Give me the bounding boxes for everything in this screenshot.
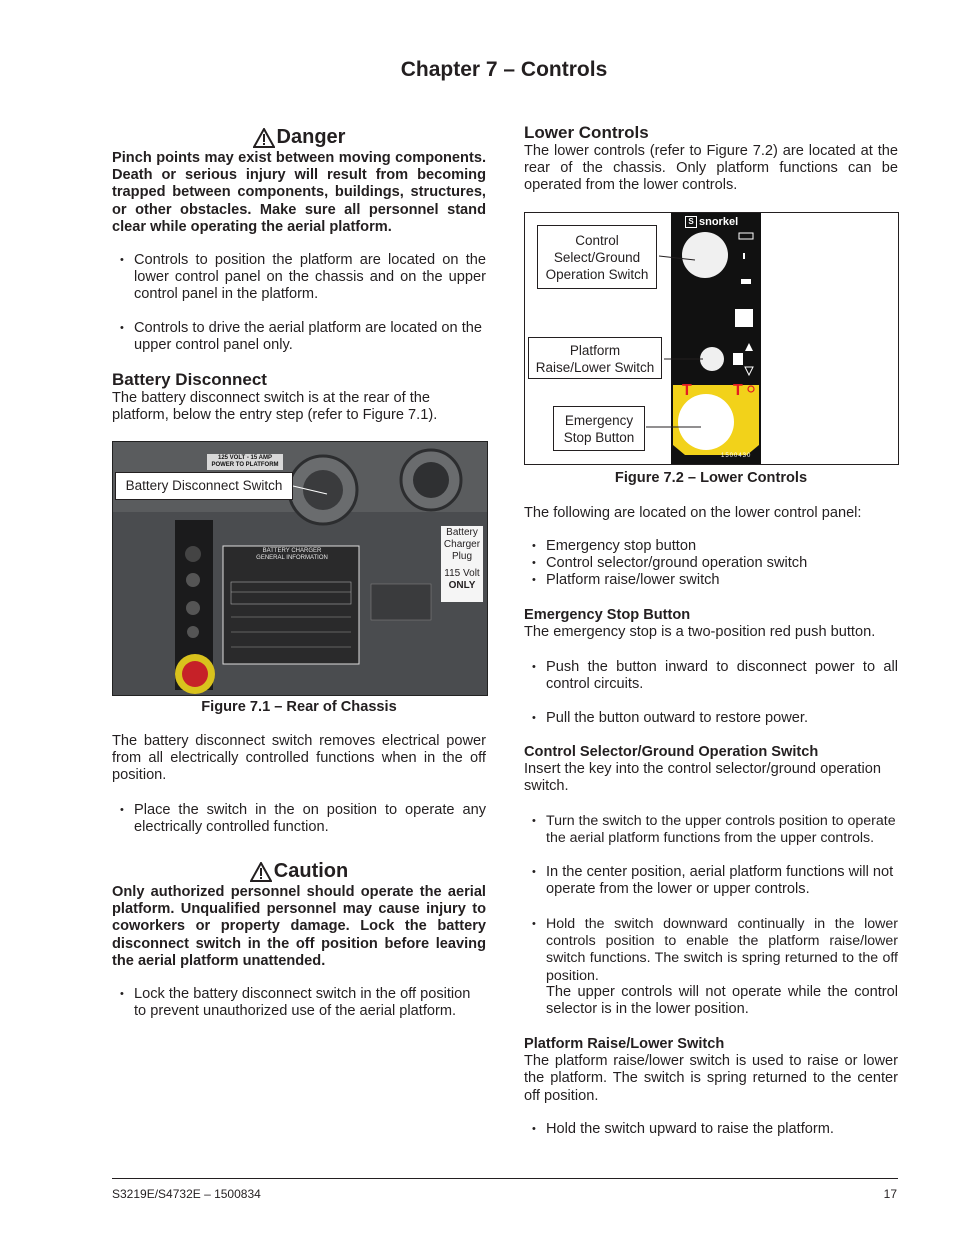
caution-bullet-block (112, 986, 486, 1020)
lower-controls-heading: Lower Controls (524, 123, 649, 142)
battery-after-text: The battery disconnect switch removes electrical power from all electrically controlled functions when in the off position. (112, 733, 486, 784)
raise-section (524, 1036, 898, 1105)
list-item: • Pull the button outward to restore power. (524, 710, 898, 727)
svg-text:T: T (733, 382, 743, 399)
intro-bullets-2 (112, 320, 486, 354)
list-item: • In the center position, aerial platform functions will not operate from the lower or upper controls. (524, 864, 898, 898)
danger-text: Pinch points may exist between moving components. Death or serious injury will result from becoming trapped between components, buildings, structures, or other obstacles. Make sure all personnel stand clear while operating the aerial platform. (112, 150, 486, 235)
raise-text: The platform raise/lower switch is used to raise or lower the platform. The switch is spring returned to the center off position. (524, 1053, 898, 1104)
outlet-label: 125 VOLT - 15 AMP POWER TO PLATFORM (211, 455, 279, 468)
estop-bullet-2 (524, 710, 898, 727)
list-item: • Hold the switch upward to raise the platform. (524, 1121, 898, 1138)
list-item: • Control selector/ground operation switch (524, 555, 898, 572)
raise-bullet-block (524, 1121, 898, 1138)
selector-heading: Control Selector/Ground Operation Switch (524, 744, 819, 760)
warning-triangle-icon (250, 862, 272, 882)
svg-text:T: T (682, 382, 692, 399)
battery-after-text-block (112, 733, 486, 785)
estop-callout: Emergency Stop Button (553, 406, 645, 451)
list-item: • Push the button inward to disconnect power to all control circuits. (524, 659, 898, 693)
lower-controls-text: The lower controls (refer to Figure 7.2) are located at the rear of the chassis. Only platform functions can be operated from the lower controls. (524, 143, 898, 194)
battery-text: The battery disconnect switch is at the rear of the platform, below the entry step (refer to Figure 7.1). (112, 390, 438, 424)
charger-sticker: BATTERY CHARGER GENERAL INFORMATION (256, 548, 328, 561)
warning-triangle-icon (253, 128, 275, 148)
list-item: • Emergency stop button (524, 538, 898, 555)
following-text: The following are located on the lower control panel: (524, 505, 862, 521)
battery-disconnect-callout: Battery Disconnect Switch (115, 472, 293, 500)
list-item: • Hold the switch downward continually in the lower controls position to enable the platform raise/lower switch functions. The switch is spring returned to the off position. (524, 916, 898, 985)
list-item: • Turn the switch to the upper controls position to operate the aerial platform functions from the upper controls. (524, 813, 898, 847)
list-item: • Controls to drive the aerial platform are located on the upper control panel only. (112, 320, 486, 354)
battery-bullet-block (112, 802, 486, 836)
list-item: • Controls to position the platform are located on the lower control panel on the chassis and on the upper control panel in the platform. (112, 252, 486, 304)
danger-heading: Danger (112, 126, 486, 150)
figure-7-2-caption: Figure 7.2 – Lower Controls (614, 470, 808, 486)
raise-heading: Platform Raise/Lower Switch (524, 1036, 725, 1052)
selector-bullet-3 (524, 916, 898, 985)
battery-heading: Battery Disconnect (112, 370, 267, 389)
charger-plug-label: Battery Charger Plug 115 Volt ONLY (443, 527, 481, 591)
estop-bullet-1 (524, 659, 898, 693)
estop-heading: Emergency Stop Button (524, 607, 691, 623)
caution-block (112, 860, 486, 970)
intro-bullets (112, 252, 486, 304)
page-title: Chapter 7 – Controls (400, 58, 608, 81)
selector-section (524, 744, 898, 796)
selector-note: The upper controls will not operate while the control selector is in the lower position. (546, 984, 898, 1018)
list-item: • Place the switch in the on position to operate any electrically controlled function. (112, 802, 486, 836)
selector-note-block (524, 984, 898, 1018)
caution-text: Only authorized personnel should operate the aerial platform. Unqualified personnel may cause injury to coworkers or property damage. Lock the battery disconnect switch in the off position before leaving the aerial platform unattended. (112, 884, 486, 969)
page-number: 17 (883, 1187, 897, 1201)
footer-doc-number: S3219E/S4732E – 1500834 (112, 1187, 261, 1201)
lower-controls-section (524, 123, 898, 195)
selector-text: Insert the key into the control selector/ground operation switch. (524, 761, 881, 795)
list-item: • Lock the battery disconnect switch in the off position to prevent unauthorized use of the aerial platform. (112, 986, 486, 1020)
lower-items-list (524, 538, 898, 590)
estop-section (524, 607, 898, 641)
selector-bullet-1 (524, 813, 898, 847)
selector-bullet-2 (524, 864, 898, 898)
panel-part-number: 1500430 (721, 453, 752, 459)
figure-7-1-caption: Figure 7.1 – Rear of Chassis (201, 699, 397, 715)
danger-block (112, 126, 486, 236)
list-item: • Platform raise/lower switch (524, 572, 898, 589)
control-select-callout: Control Select/Ground Operation Switch (537, 225, 657, 289)
estop-text: The emergency stop is a two-position red push button. (524, 624, 876, 641)
caution-heading: Caution (112, 860, 486, 884)
snorkel-logo: S snorkel (685, 216, 738, 228)
footer-rule (112, 1178, 898, 1179)
battery-section (112, 370, 486, 424)
platform-raise-callout: Platform Raise/Lower Switch (528, 337, 662, 379)
